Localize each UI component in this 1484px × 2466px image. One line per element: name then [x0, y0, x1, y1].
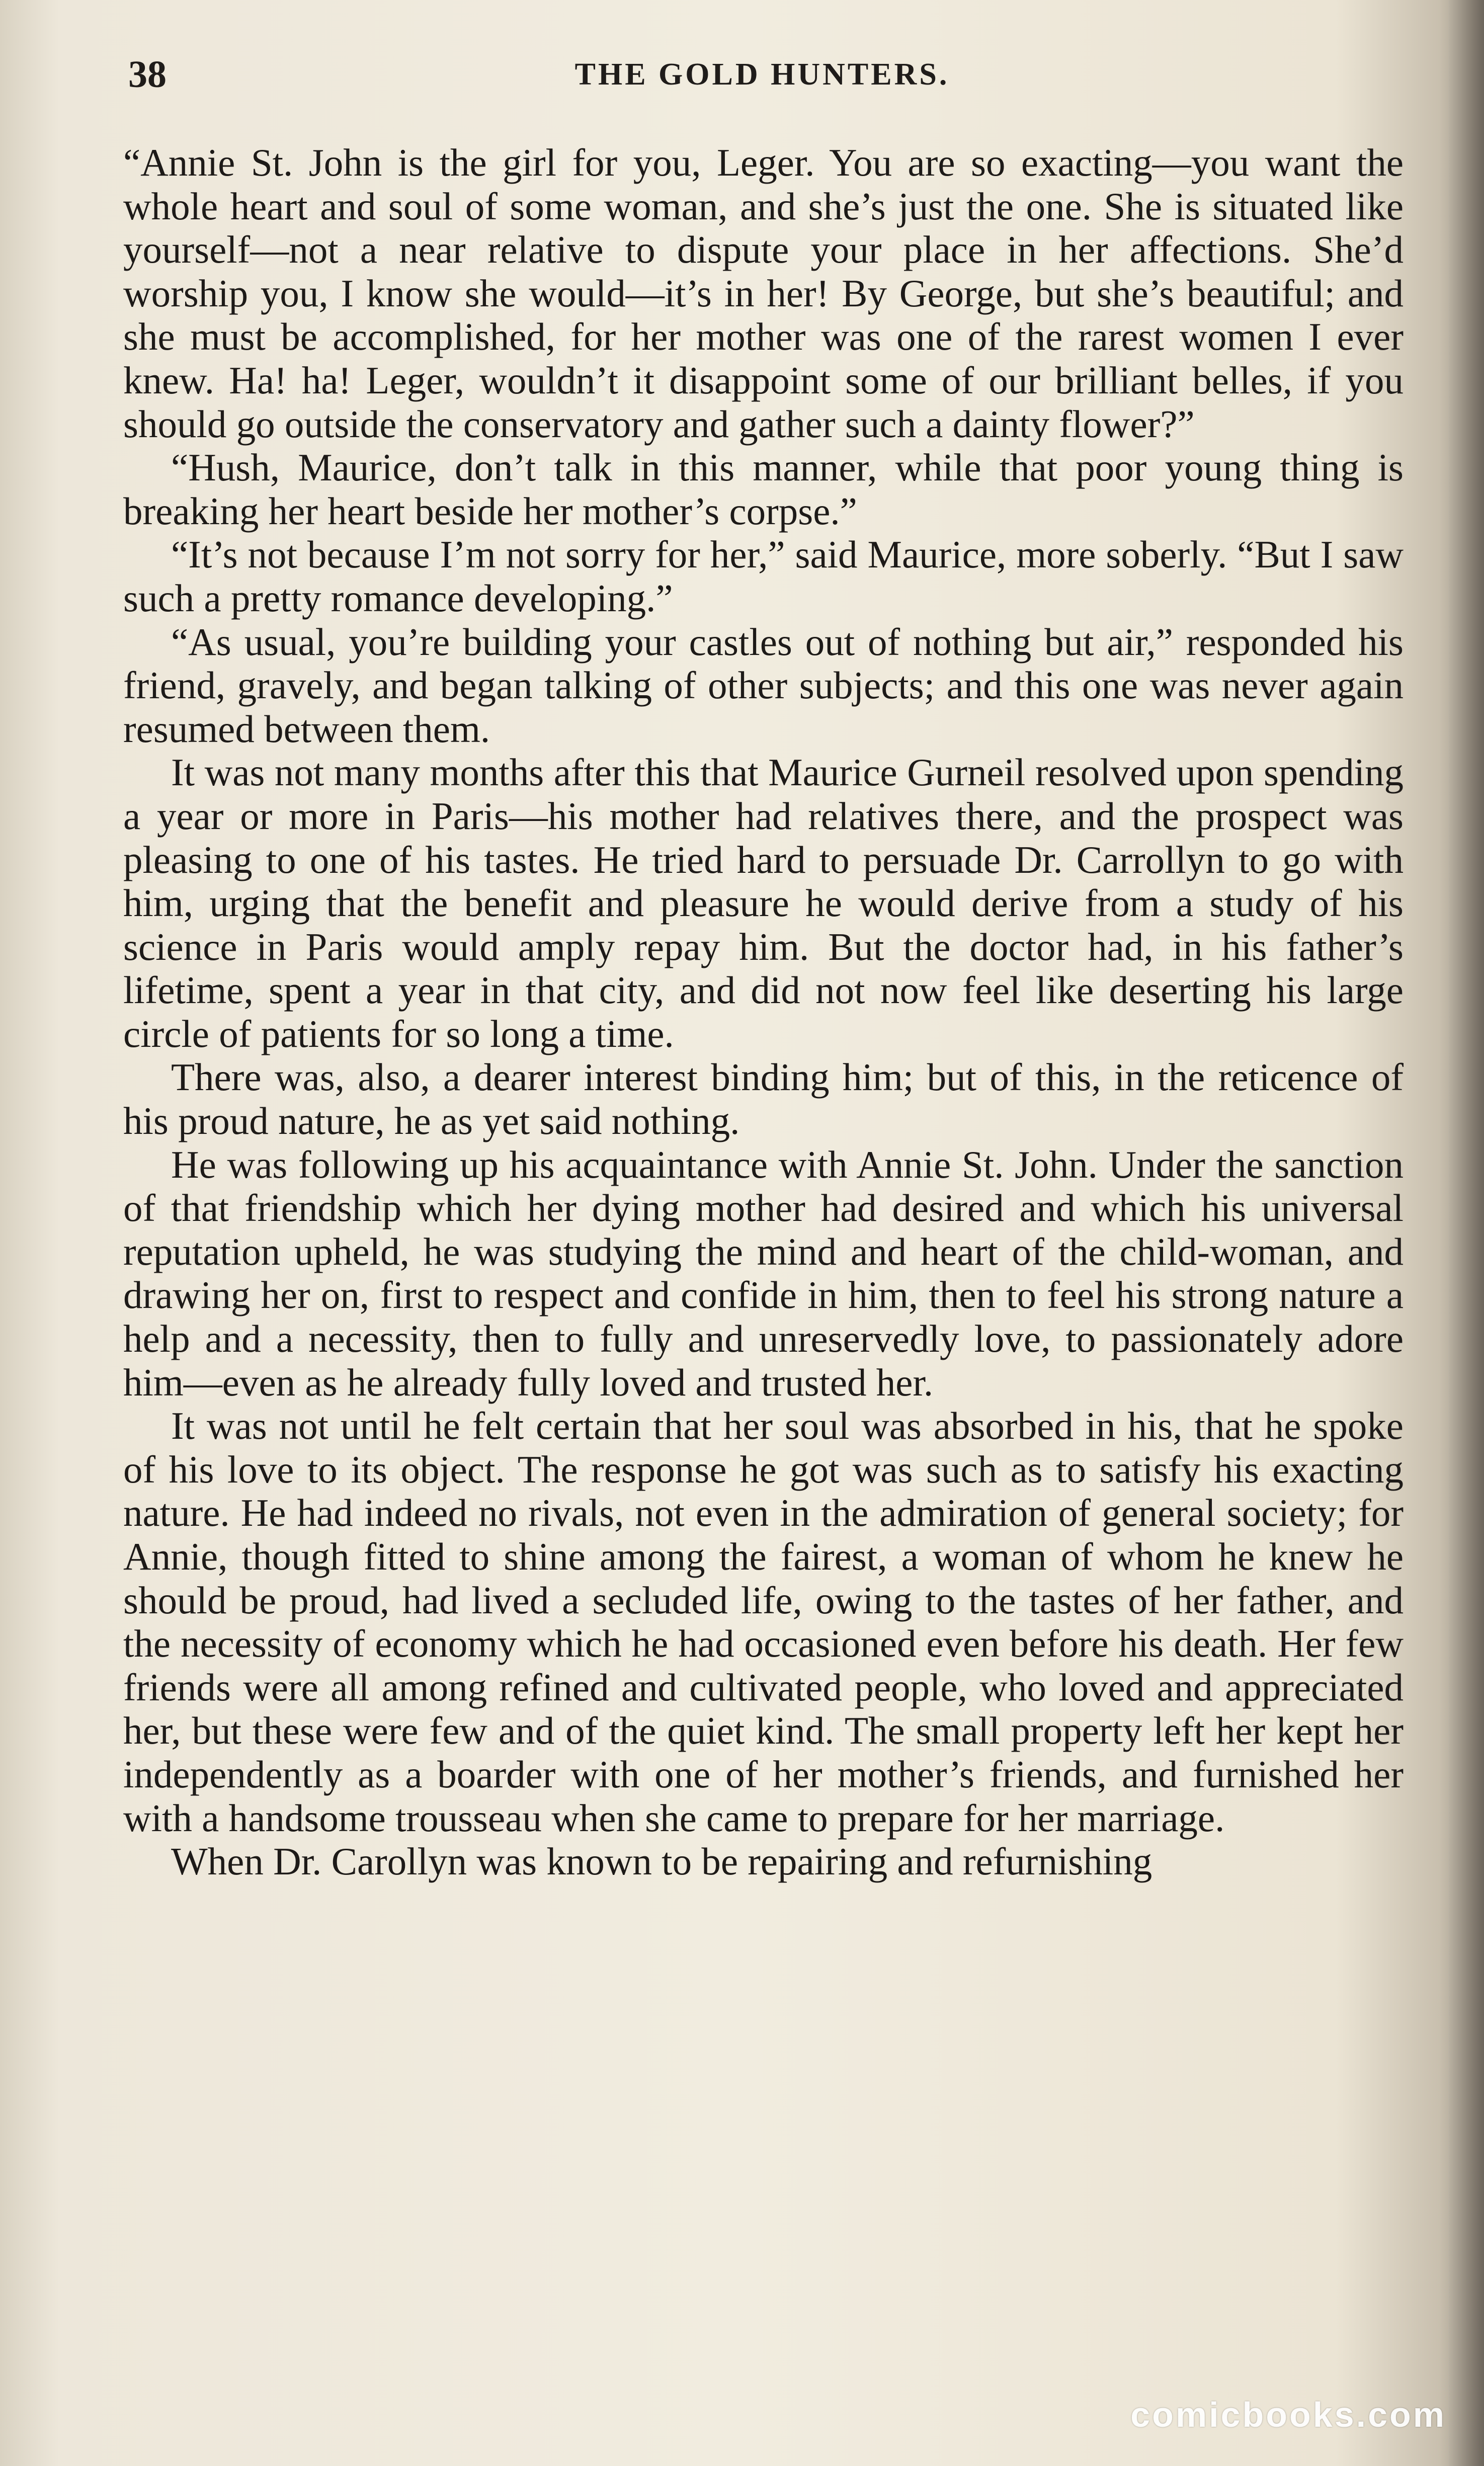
paragraph: It was not many months after this that Maurice Gurneil resolved upon spending a year or more in Paris—his mother had relatives there, and the prospect was pleasing to one of his tastes. He tried hard to persuade Dr. Carrollyn to go with him, urging that the benefit and pleasure he would derive from a study of his science in Paris would amply repay him. But the doctor had, in his father’s lifetime, spent a year in that city, and did not now feel like deserting his large circle of patients for so long a time.	[123, 751, 1404, 1055]
paragraph: “Hush, Maurice, don’t talk in this manner, while that poor young thing is breaking her heart beside her mother’s corpse.”	[123, 446, 1404, 533]
running-title: THE GOLD HUNTERS.	[574, 57, 950, 92]
paragraph: “Annie St. John is the girl for you, Leger. You are so exacting—you want the whole heart and soul of some woman, and she’s just the one. She is situated like yourself—not a near relative to dispute your place in her affections. She’d worship you, I know she would—it’s in her! By George, but she’s beautiful; and she must be accomplished, for her mother was one of the rarest women I ever knew. Ha! ha! Leger, wouldn’t it disappoint some of our brilliant belles, if you should go outside the conservatory and gather such a dainty flower?”	[123, 141, 1404, 446]
paragraph: When Dr. Carollyn was known to be repairing and refurnishing	[171, 1840, 1152, 1883]
paragraph: “It’s not because I’m not sorry for her,” said Maurice, more soberly. “But I saw such a pretty romance developing.”	[123, 533, 1404, 620]
paragraph: “As usual, you’re building your castles out of nothing but air,” responded his friend, gravely, and began talking of other subjects; and this one was never again resumed between them.	[123, 620, 1404, 751]
paragraph: He was following up his acquaintance with Annie St. John. Under the sanction of that friendship which her dying mother had desired and which his universal reputation upheld, he was studying the mind and heart of the child-woman, and drawing her on, first to respect and confide in him, then to feel his strong nature a help and a necessity, then to fully and unreservedly love, to passionately adore him—even as he already fully loved and trusted her.	[123, 1142, 1404, 1404]
watermark: comicbooks.com	[1130, 2395, 1446, 2434]
page-edge-shadow	[1449, 0, 1484, 2466]
paragraph: It was not until he felt certain that her soul was absorbed in his, that he spoke of his love to its object. The response he got was such as to satisfy his exacting nature. He had indeed no rivals, not even in the admiration of general society; for Annie, though fitted to shine among the fairest, a woman of whom he knew he should be proud, had lived a secluded life, owing to the tastes of her father, and the necessity of economy which he had occasioned even before his death. Her few friends were all among refined and cultivated people, who loved and appreciated her, but these were few and of the quiet kind. The small property left her kept her independently as a boarder with one of her mother’s friends, and furnished her with a handsome trousseau when she came to prepare for her marriage.	[123, 1404, 1404, 1840]
body-text	[123, 141, 1404, 1883]
page-header	[128, 48, 1396, 103]
page-number: 38	[128, 53, 167, 96]
paragraph: There was, also, a dearer interest binding him; but of this, in the reticence of his proud nature, he as yet said nothing.	[123, 1055, 1404, 1143]
